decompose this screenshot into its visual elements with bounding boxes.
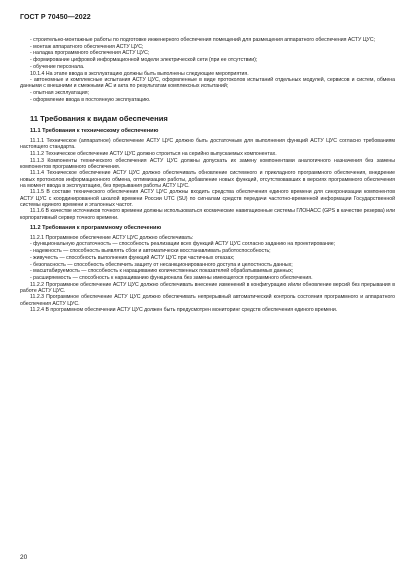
list-item: - строительно-монтажные работы по подготовке инженерного обеспечения помещений для размещения аппаратного обеспечения АСТУ ЦУС;: [30, 37, 376, 43]
list-item: - живучесть — способность выполнения функций АСТУ ЦУС при частичных отказах;: [30, 254, 235, 261]
list-item: - наладка программного обеспечения АСТУ ЦУС;: [30, 50, 150, 57]
clause-paragraph: 11.1.4 Техническое обеспечение АСТУ ЦУС должно обеспечивать обновление системного и прикладного программного обеспечения, внедрение новых протоколов информационного обмена, оптимизацию работы, добавление новых функций, отсутствовавших в версиях программного обеспечения на момент ввода в эксплуатацию, без прерывания работы АСТУ ЦУС.: [20, 170, 395, 189]
list-item: - формирование цифровой информационной модели электрической сети (при ее отсутствии);: [30, 57, 258, 64]
clause-paragraph: 11.1.3 Компоненты технического обеспечения АСТУ ЦУС должны допускать их замену компонентами аналогичного назначения без замены компонентов программного обеспечения.: [20, 157, 395, 170]
clause-paragraph: 11.1.5 В составе технического обеспечения АСТУ ЦУС должны входить средства обеспечения единого времени для синхронизации компонентов АСТУ ЦУС с координированной шкалой времени России UTC (SU) по сигналам средств передачи частотно-временной информации Государственной системы единого времени и эталонных частот.: [20, 189, 395, 208]
list-item: - опытная эксплуатация;: [30, 90, 89, 97]
list-item: - обучение персонала.: [30, 63, 85, 70]
list-item: - масштабируемость — способность к наращиванию количественных показателей обрабатываемых данных;: [30, 268, 294, 275]
list-item: - расширяемость — способность к наращиванию функционала без замены имеющегося программного обеспечения.: [30, 274, 313, 281]
list-item: - безопасность — способность обеспечить защиту от несанкционированного доступа и целостность данных;: [30, 261, 293, 268]
clause-paragraph: 11.1.2 Техническое обеспечение АСТУ ЦУС должно строиться на серийно выпускаемых компонентах.: [30, 150, 277, 157]
list-item: - автономные и комплексные испытания АСТУ ЦУС, оформленные в виде протоколов испытаний отдельных модулей, сервисов и систем, обмена данными с внешними и смежными АС и акта по результатам комплексных испытаний;: [20, 77, 395, 90]
clause-paragraph: 11.2.2 Программное обеспечение АСТУ ЦУС должно обеспечивать внесение изменений в конфигурацию и/или обновление версий без прерывания в работе АСТУ ЦУС.: [20, 281, 395, 294]
page-number: 20: [20, 554, 28, 561]
clause-paragraph: 11.1.6 В качестве источников точного времени должны использоваться космические навигационные системы ГЛОНАСС (GPS в качестве резерва) или корпоративный сервер точного времени.: [20, 208, 395, 221]
list-item: - монтаж аппаратного обеспечения АСТУ ЦУС;: [30, 43, 144, 50]
list-item: - функциональную достаточность — способность реализации всех функций АСТУ ЦУС согласно заданию на проектирование;: [30, 241, 336, 248]
list-item: - оформление ввода в постоянную эксплуатацию.: [30, 96, 151, 103]
clause-paragraph: 11.2.4 В программном обеспечении АСТУ ЦУС должен быть предусмотрен мониторинг средств обеспечения единого времени.: [30, 307, 338, 314]
section-heading: 11 Требования к видам обеспечения: [30, 113, 168, 123]
subsection-heading-technical: 11.1 Требования к техническому обеспечению: [30, 127, 159, 134]
clause-paragraph: 11.2.3 Программное обеспечение АСТУ ЦУС должно обеспечивать непрерывный автоматический контроль состояния программного и аппаратного обеспечения АСТУ ЦУС.: [20, 294, 395, 307]
clause-paragraph: 10.1.4 На этапе ввода в эксплуатацию должны быть выполнены следующие мероприятия.: [30, 70, 249, 77]
document-header: ГОСТ Р 70450—2022: [20, 14, 91, 21]
clause-paragraph: 11.1.1 Техническое (аппаратное) обеспечение АСТУ ЦУС должно быть достаточным для выполнения функций АСТУ ЦУС согласно требованиям настоящего стандарта.: [20, 137, 395, 151]
document-body: [20, 37, 395, 314]
subsection-heading-software: 11.2 Требования к программному обеспечению: [30, 224, 162, 231]
clause-paragraph: 11.2.1 Программное обеспечение АСТУ ЦУС должно обеспечивать:: [30, 234, 194, 241]
list-item: - надежность — способность выявлять сбои и автоматически восстанавливать работоспособность;: [30, 248, 271, 255]
